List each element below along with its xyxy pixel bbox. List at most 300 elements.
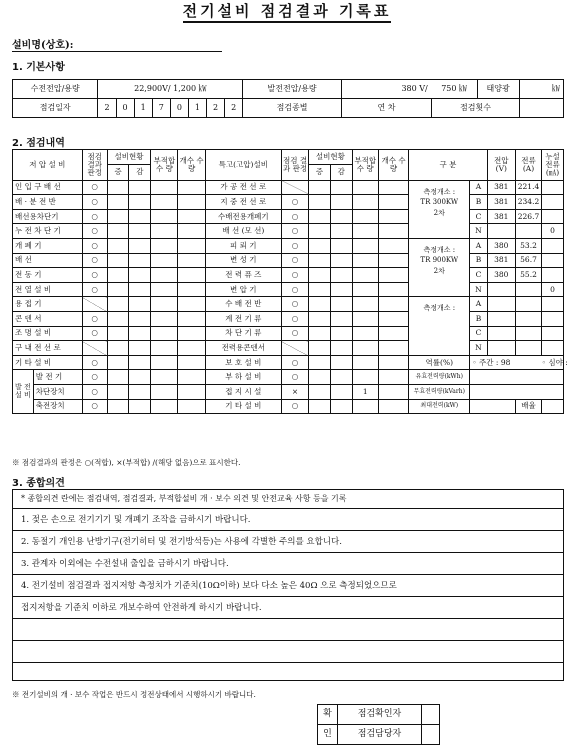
empty-cell: [129, 224, 151, 239]
nonconf-qty-cell: [352, 399, 378, 414]
header-row: [13, 150, 564, 165]
hv-item: 전력용콘덴서: [205, 341, 281, 356]
leak-value: 0: [542, 224, 564, 239]
measure-location: [409, 297, 470, 355]
inspector-charge-label: 점검담당자: [338, 725, 422, 745]
current-value: [515, 297, 541, 312]
current-value: [515, 326, 541, 341]
empty-cell: [129, 209, 151, 224]
opinion-box: [12, 489, 564, 681]
opinion-line: [13, 662, 563, 681]
empty-cell: [330, 268, 352, 283]
leak-value: [542, 238, 564, 253]
table-row: [13, 238, 564, 253]
empty-cell: [378, 209, 408, 224]
empty-cell: [330, 195, 352, 210]
col-header-result: 점검 결과 판정: [82, 150, 107, 181]
empty-cell: [151, 238, 178, 253]
empty-cell: [309, 384, 331, 399]
nonconf-qty-cell: [352, 326, 378, 341]
voltage-value: [487, 224, 515, 239]
nonconf-qty-cell: [352, 180, 378, 195]
multiplier-value: [542, 399, 564, 414]
col-header-special: 특고(고압)설비: [205, 150, 281, 181]
low-voltage-item: 배 · 분 전 반: [13, 195, 83, 210]
result-cell: ○: [281, 209, 308, 224]
col-header-status: 설비현황: [107, 150, 151, 165]
empty-cell: [178, 195, 205, 210]
table-row: [13, 311, 564, 326]
voltage-value: [487, 326, 515, 341]
nonconf-qty-cell: [352, 268, 378, 283]
empty-cell: [378, 282, 408, 297]
empty-cell: [129, 297, 151, 312]
empty-cell: [107, 209, 129, 224]
opinion-line: [13, 642, 563, 663]
date-digit: 0: [116, 99, 134, 118]
empty-cell: [309, 311, 331, 326]
result-cell: ○: [82, 355, 107, 370]
table-row: [13, 253, 564, 268]
col-header-item: 저 압 설 비: [13, 150, 83, 181]
table-row: [13, 224, 564, 239]
date-digit: 1: [134, 99, 152, 118]
empty-cell: [107, 297, 129, 312]
solar-label: 태양광: [477, 80, 519, 99]
result-cell: [82, 297, 107, 312]
date-digit: 2: [207, 99, 225, 118]
empty-cell: [129, 268, 151, 283]
empty-cell: [151, 297, 178, 312]
empty-cell: [129, 180, 151, 195]
empty-cell: [378, 224, 408, 239]
recv-label: 수전전압/용량: [13, 80, 98, 99]
empty-cell: [178, 355, 205, 370]
table-row: [13, 297, 564, 312]
empty-cell: [107, 355, 129, 370]
basic-info-table: [12, 79, 564, 118]
result-cell: ○: [82, 238, 107, 253]
nonconf-qty-cell: [352, 224, 378, 239]
empty-cell: [151, 253, 178, 268]
leak-value: [542, 297, 564, 312]
sign-col-label: 인: [318, 725, 338, 745]
hv-item: 부 하 설 비: [205, 370, 281, 385]
voltage-value: [487, 311, 515, 326]
section-basic-title: 1. 기본사항: [12, 62, 65, 73]
table-row: [13, 355, 564, 370]
empty-cell: [378, 253, 408, 268]
hv-item: 접 지 시 설: [205, 384, 281, 399]
hv-item: 가 공 전 선 로: [205, 180, 281, 195]
measure-location-line: 측정개소 :: [423, 304, 456, 313]
facility-name-label: 설비명(상호):: [12, 36, 222, 52]
empty-cell: [330, 384, 352, 399]
table-row: [13, 370, 564, 385]
result-cell: ○: [281, 326, 308, 341]
empty-cell: [107, 326, 129, 341]
empty-cell: [107, 370, 129, 385]
count-value: [519, 99, 563, 118]
nonconf-qty-cell: [352, 297, 378, 312]
type-value: 연 차: [341, 99, 431, 118]
power-factor-label: 역률(%): [409, 355, 470, 370]
empty-cell: [178, 326, 205, 341]
leak-value: [542, 326, 564, 341]
date-digit: 7: [152, 99, 170, 118]
empty-cell: [309, 355, 331, 370]
hv-item: 배 선 (모 선): [205, 224, 281, 239]
empty-cell: [151, 355, 178, 370]
leak-value: [542, 195, 564, 210]
phase-label: N: [470, 224, 487, 239]
empty-cell: [309, 195, 331, 210]
result-cell: ○: [281, 370, 308, 385]
phase-label: C: [470, 209, 487, 224]
date-label: 점검일자: [13, 99, 98, 118]
voltage-value: 381: [487, 253, 515, 268]
hv-item: 지 중 전 선 로: [205, 195, 281, 210]
empty-cell: [151, 370, 178, 385]
measure-location-line: 측정개소 :: [423, 245, 456, 254]
empty-cell: [378, 326, 408, 341]
phase-label: N: [470, 341, 487, 356]
empty-cell: [151, 224, 178, 239]
type-label: 점검종별: [243, 99, 342, 118]
inspection-table: [12, 149, 568, 414]
hv-item: 차 단 기 류: [205, 326, 281, 341]
table-row: [13, 268, 564, 283]
empty-cell: [151, 209, 178, 224]
count-label: 점검횟수: [432, 99, 519, 118]
opinion-line: [13, 620, 563, 641]
result-cell: ○: [82, 282, 107, 297]
result-cell: ○: [82, 224, 107, 239]
empty-cell: [178, 180, 205, 195]
empty-cell: [129, 384, 151, 399]
empty-cell: [378, 399, 408, 414]
leak-value: 0: [542, 282, 564, 297]
table-row: [13, 209, 564, 224]
table-row: [13, 326, 564, 341]
measure-location: [409, 238, 470, 296]
sign-table: [317, 704, 440, 745]
measure-location: [409, 180, 470, 238]
col-header-nonconf: 부적합 수 량: [352, 150, 378, 181]
result-cell: ○: [82, 311, 107, 326]
result-cell: ×: [281, 384, 308, 399]
nonconf-qty-cell: [352, 253, 378, 268]
sign-col-label: 확: [318, 705, 338, 725]
phase-label: C: [470, 268, 487, 283]
empty-cell: [309, 180, 331, 195]
result-cell: ○: [281, 355, 308, 370]
current-value: 55.2: [515, 268, 541, 283]
table-row: [13, 195, 564, 210]
col-header-increase: 증: [309, 164, 331, 180]
empty-cell: [378, 311, 408, 326]
result-cell: ○: [82, 370, 107, 385]
voltage-value: 380: [487, 268, 515, 283]
empty-cell: [107, 341, 129, 356]
current-value: 226.7: [515, 209, 541, 224]
phase-label: C: [470, 326, 487, 341]
date-digit: 1: [188, 99, 206, 118]
empty-cell: [330, 311, 352, 326]
empty-cell: [330, 341, 352, 356]
phase-label: A: [470, 180, 487, 195]
empty-cell: [378, 341, 408, 356]
empty-cell: [309, 297, 331, 312]
low-voltage-item: 용 접 기: [13, 297, 83, 312]
hv-item: 보 호 설 비: [205, 355, 281, 370]
empty-cell: [151, 399, 178, 414]
max-power-value: [470, 399, 516, 414]
empty-cell: [129, 282, 151, 297]
col-header-decrease: 감: [129, 164, 151, 180]
gen-capacity: 750 ㎾: [432, 80, 477, 99]
leak-value: [542, 253, 564, 268]
result-cell: ○: [82, 195, 107, 210]
empty-cell: [107, 238, 129, 253]
empty-cell: [129, 399, 151, 414]
table-row: [13, 180, 564, 195]
signature-box[interactable]: [422, 725, 440, 745]
result-cell: ○: [281, 399, 308, 414]
low-voltage-item: 개 폐 기: [13, 238, 83, 253]
result-cell: ○: [281, 282, 308, 297]
empty-cell: [151, 180, 178, 195]
generator-item: 축전장치: [33, 399, 82, 414]
hv-item: 피 뢰 기: [205, 238, 281, 253]
max-power-label: 최대전력(kW): [409, 399, 470, 414]
low-voltage-item: 기 타 설 비: [13, 355, 83, 370]
empty-cell: [129, 326, 151, 341]
empty-cell: [129, 311, 151, 326]
empty-cell: [309, 253, 331, 268]
low-voltage-item: 배선용차단기: [13, 209, 83, 224]
hv-item: 계 전 기 류: [205, 311, 281, 326]
reactive-energy-label: 무효전력량(kVarh): [409, 384, 470, 399]
hv-item: 수 배 전 반: [205, 297, 281, 312]
empty-cell: [107, 268, 129, 283]
empty-cell: [330, 238, 352, 253]
empty-cell: [178, 341, 205, 356]
voltage-value: 381: [487, 209, 515, 224]
empty-cell: [107, 384, 129, 399]
result-cell: ○: [82, 268, 107, 283]
empty-cell: [378, 180, 408, 195]
col-header-leak: 누설 전류 (㎃): [542, 150, 564, 181]
result-cell: [281, 341, 308, 356]
solar-unit: ㎾: [519, 80, 563, 99]
empty-cell: [378, 355, 408, 370]
leak-value: [542, 341, 564, 356]
empty-cell: [107, 195, 129, 210]
result-cell: ○: [82, 209, 107, 224]
date-digit: 2: [225, 99, 243, 118]
nonconf-qty-cell: [352, 282, 378, 297]
voltage-value: [487, 341, 515, 356]
empty-cell: [151, 326, 178, 341]
empty-cell: [151, 195, 178, 210]
empty-cell: [178, 238, 205, 253]
inspector-confirm-label: 점검확인자: [338, 705, 422, 725]
current-value: 221.4: [515, 180, 541, 195]
reactive-energy-value: [470, 384, 564, 399]
generator-group-label: 발 전 설 비: [13, 370, 34, 414]
empty-cell: [129, 355, 151, 370]
leak-value: [542, 180, 564, 195]
opinion-header: * 종합의견 란에는 점검내역, 점검결과, 부적합설비 개 · 보수 의견 및 안전교육 사항 등을 기록: [13, 490, 563, 509]
result-cell: [281, 180, 308, 195]
empty-cell: [178, 268, 205, 283]
document-title: 전기설비 점검결과 기록표: [0, 0, 574, 21]
empty-cell: [178, 209, 205, 224]
empty-cell: [178, 282, 205, 297]
empty-cell: [378, 384, 408, 399]
hv-item: 기 타 설 비: [205, 399, 281, 414]
empty-cell: [330, 209, 352, 224]
col-header-increase: 증: [107, 164, 129, 180]
empty-cell: [151, 268, 178, 283]
empty-cell: [378, 268, 408, 283]
voltage-value: [487, 297, 515, 312]
empty-cell: [309, 268, 331, 283]
empty-cell: [330, 326, 352, 341]
nonconf-qty-cell: [352, 341, 378, 356]
result-cell: ○: [281, 238, 308, 253]
result-cell: ○: [82, 399, 107, 414]
empty-cell: [330, 180, 352, 195]
empty-cell: [330, 253, 352, 268]
measure-location-line: 2차: [433, 208, 445, 217]
generator-item: 발 전 기: [33, 370, 82, 385]
empty-cell: [330, 282, 352, 297]
current-value: [515, 282, 541, 297]
col-header-status: 설비현황: [309, 150, 353, 165]
voltage-value: [487, 282, 515, 297]
low-voltage-item: 구 내 전 선 로: [13, 341, 83, 356]
leak-value: [542, 209, 564, 224]
empty-cell: [378, 297, 408, 312]
result-cell: ○: [281, 195, 308, 210]
empty-cell: [129, 195, 151, 210]
empty-cell: [178, 297, 205, 312]
empty-cell: [107, 180, 129, 195]
empty-cell: [107, 311, 129, 326]
current-value: 234.2: [515, 195, 541, 210]
empty-cell: [107, 282, 129, 297]
gen-label: 발전전압/용량: [243, 80, 342, 99]
low-voltage-item: 조 명 설 비: [13, 326, 83, 341]
empty-cell: [129, 238, 151, 253]
hv-item: 변 성 기: [205, 253, 281, 268]
result-cell: ○: [82, 384, 107, 399]
result-cell: ○: [82, 180, 107, 195]
empty-cell: [309, 238, 331, 253]
empty-cell: [330, 224, 352, 239]
voltage-value: 381: [487, 195, 515, 210]
col-header-result: 점검 결과 판정: [281, 150, 308, 181]
empty-cell: [178, 399, 205, 414]
empty-cell: [151, 311, 178, 326]
empty-cell: [309, 282, 331, 297]
phase-label: B: [470, 311, 487, 326]
leak-value: [542, 311, 564, 326]
low-voltage-item: 누 전 차 단 기: [13, 224, 83, 239]
recv-value: 22,900V/ 1,200 ㎾: [98, 80, 243, 99]
empty-cell: [129, 341, 151, 356]
empty-cell: [309, 341, 331, 356]
nonconf-qty-cell: 1: [352, 384, 378, 399]
empty-cell: [330, 370, 352, 385]
table-row: [13, 384, 564, 399]
empty-cell: [178, 311, 205, 326]
empty-cell: [309, 209, 331, 224]
result-cell: ○: [281, 253, 308, 268]
opinion-line: 3. 관계자 이외에는 수전설내 출입을 금하시기 바랍니다.: [13, 554, 563, 575]
result-cell: ○: [82, 326, 107, 341]
empty-cell: [178, 370, 205, 385]
empty-cell: [378, 370, 408, 385]
empty-cell: [151, 282, 178, 297]
date-digit: 2: [98, 99, 116, 118]
active-energy-value: [470, 370, 564, 385]
empty-cell: [178, 384, 205, 399]
phase-label: B: [470, 195, 487, 210]
result-cell: [82, 341, 107, 356]
table-row: [13, 282, 564, 297]
current-value: [515, 224, 541, 239]
power-factor-day: ◦ 주간 : 98: [470, 355, 542, 370]
empty-cell: [330, 399, 352, 414]
hv-item: 변 압 기: [205, 282, 281, 297]
date-digit: 0: [170, 99, 188, 118]
low-voltage-item: 콘 덴 서: [13, 311, 83, 326]
empty-cell: [151, 384, 178, 399]
footer-note: ※ 전기설비의 개 · 보수 작업은 반드시 정전상태에서 시행하시기 바랍니다.: [12, 690, 256, 699]
phase-label: A: [470, 297, 487, 312]
measure-location-line: 측정개소 :: [423, 187, 456, 196]
current-value: [515, 341, 541, 356]
result-cell: ○: [281, 268, 308, 283]
col-header-measure: 구 분: [409, 150, 487, 181]
hv-item: 수배전용개폐기: [205, 209, 281, 224]
col-header-repair: 개수 수량: [378, 150, 408, 181]
col-header-current: 전류 (A): [515, 150, 541, 181]
nonconf-qty-cell: [352, 238, 378, 253]
empty-cell: [330, 297, 352, 312]
power-factor-night: ◦ 심야 :: [542, 355, 564, 370]
empty-cell: [107, 253, 129, 268]
col-header-nonconf: 부적합 수 량: [151, 150, 178, 181]
table-row: [13, 399, 564, 414]
low-voltage-item: 전 동 기: [13, 268, 83, 283]
gen-voltage: 380 V/: [341, 80, 431, 99]
section-inspection-title: 2. 점검내역: [12, 138, 65, 149]
opinion-line: 접지저항을 기준치 이하로 개보수하여 안전하게 하시기 바랍니다.: [13, 598, 563, 619]
empty-cell: [129, 370, 151, 385]
current-value: 53.2: [515, 238, 541, 253]
empty-cell: [129, 253, 151, 268]
empty-cell: [107, 224, 129, 239]
active-energy-label: 유효전력량(kWh): [409, 370, 470, 385]
measure-location-line: TR 300KW: [420, 198, 459, 207]
empty-cell: [178, 224, 205, 239]
signature-box[interactable]: [422, 705, 440, 725]
result-cell: ○: [281, 311, 308, 326]
